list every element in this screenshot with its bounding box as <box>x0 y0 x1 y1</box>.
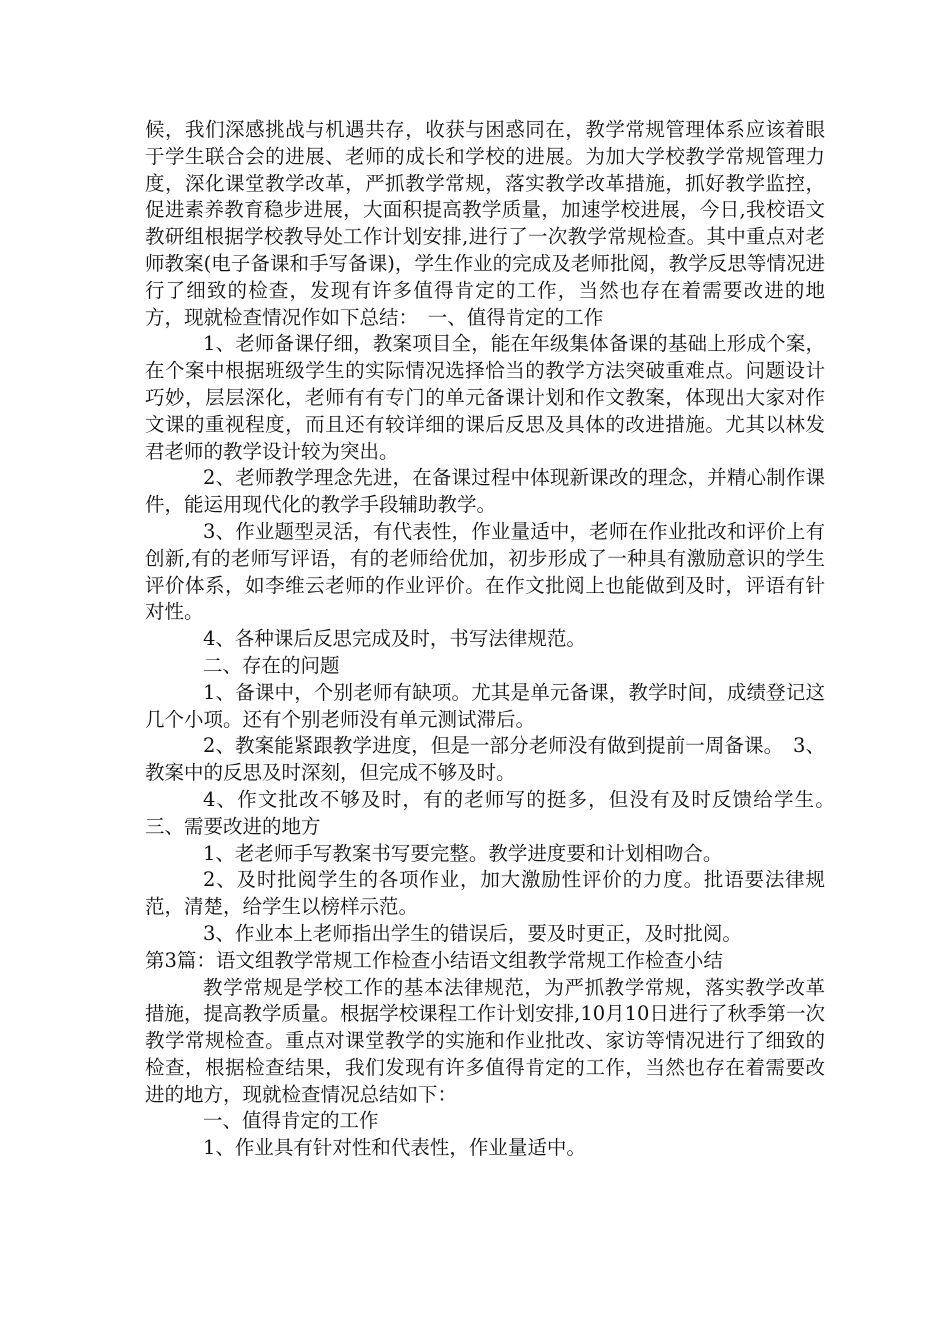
paragraph: 1、作业具有针对性和代表性，作业量适中。 <box>203 1136 586 1160</box>
paragraph: 候，我们深感挑战与机遇共存，收获与困惑同在，教学常规管理体系应该着眼于学生联合会的进展、老师的成长和学校的进展。为加大学校教学常规管理力度，深化课堂教学改革，严抓教学常规，落实教学改革措施，抓好教学监控，促进素养教育稳步进展，大面积提高教学质量，加速学校进展，今日,我校语文教研组根据学校教导处工作计划安排,进行了一次教学常规检查。其中重点对老师教案(电子备课和手写备课)，学生作业的完成及老师批阅，教学反思等情况进行了细致的检查，发现有许多值得肯定的工作，当然也存在着需要改进的地方，现就检查情况作如下总结： 一、值得肯定的工作 <box>145 118 825 329</box>
paragraph: 3、作业题型灵活，有代表性，作业量适中，老师在作业批改和评价上有创新,有的老师写评语，有的老师给优加，初步形成了一种具有激励意识的学生评价体系，如李维云老师的作业评价。在作文批阅上也能做到及时，评语有针对性。 <box>145 519 825 624</box>
paragraph: 2、及时批阅学生的各项作业，加大激励性评价的力度。批语要法律规范，清楚，给学生以榜样示范。 <box>145 868 825 919</box>
paragraph: 4、作文批改不够及时，有的老师写的挺多，但没有及时反馈给学生。 三、需要改进的地方 <box>145 787 845 838</box>
paragraph: 1、老师备课仔细，教案项目全，能在年级集体备课的基础上形成个案，在个案中根据班级学生的实际情况选择恰当的教学方法突破重难点。问题设计巧妙，层层深化，老师有有专门的单元备课计划和作文教案，体现出大家对作文课的重视程度，而且还有较详细的课后反思及具体的改进措施。尤其以林发君老师的教学设计较为突出。 <box>145 332 825 463</box>
paragraph: 2、老师教学理念先进，在备课过程中体现新课改的理念，并精心制作课件，能运用现代化的教学手段辅助教学。 <box>145 466 825 517</box>
article-title: 第3篇：语文组教学常规工作检查小结语文组教学常规工作检查小结 <box>145 948 723 972</box>
paragraph: 1、备课中，个别老师有缺项。尤其是单元备课，教学时间，成绩登记这几个小项。还有个别老师没有单元测试滞后。 <box>145 680 825 731</box>
paragraph: 教学常规是学校工作的基本法律规范，为严抓教学常规，落实教学改革措施，提高教学质量。根据学校课程工作计划安排,10月10日进行了秋季第一次教学常规检查。重点对课堂教学的实施和作业批改、家访等情况进行了细致的检查，根据检查结果，我们发现有许多值得肯定的工作，当然也存在着需要改进的地方，现就检查情况总结如下： <box>145 975 825 1106</box>
paragraph: 3、作业本上老师指出学生的错误后，要及时更正，及时批阅。 <box>203 921 742 945</box>
paragraph: 4、各种课后反思完成及时，书写法律规范。 <box>203 627 586 651</box>
paragraph: 1、老老师手写教案书写要完整。教学进度要和计划相吻合。 <box>203 841 723 865</box>
paragraph: 2、教案能紧跟教学进度，但是一部分老师没有做到提前一周备课。 3、教案中的反思及时深刻，但完成不够及时。 <box>145 734 825 785</box>
document-page <box>145 117 845 1162</box>
section-heading: 二、存在的问题 <box>203 653 340 677</box>
section-heading: 一、值得肯定的工作 <box>203 1109 379 1133</box>
